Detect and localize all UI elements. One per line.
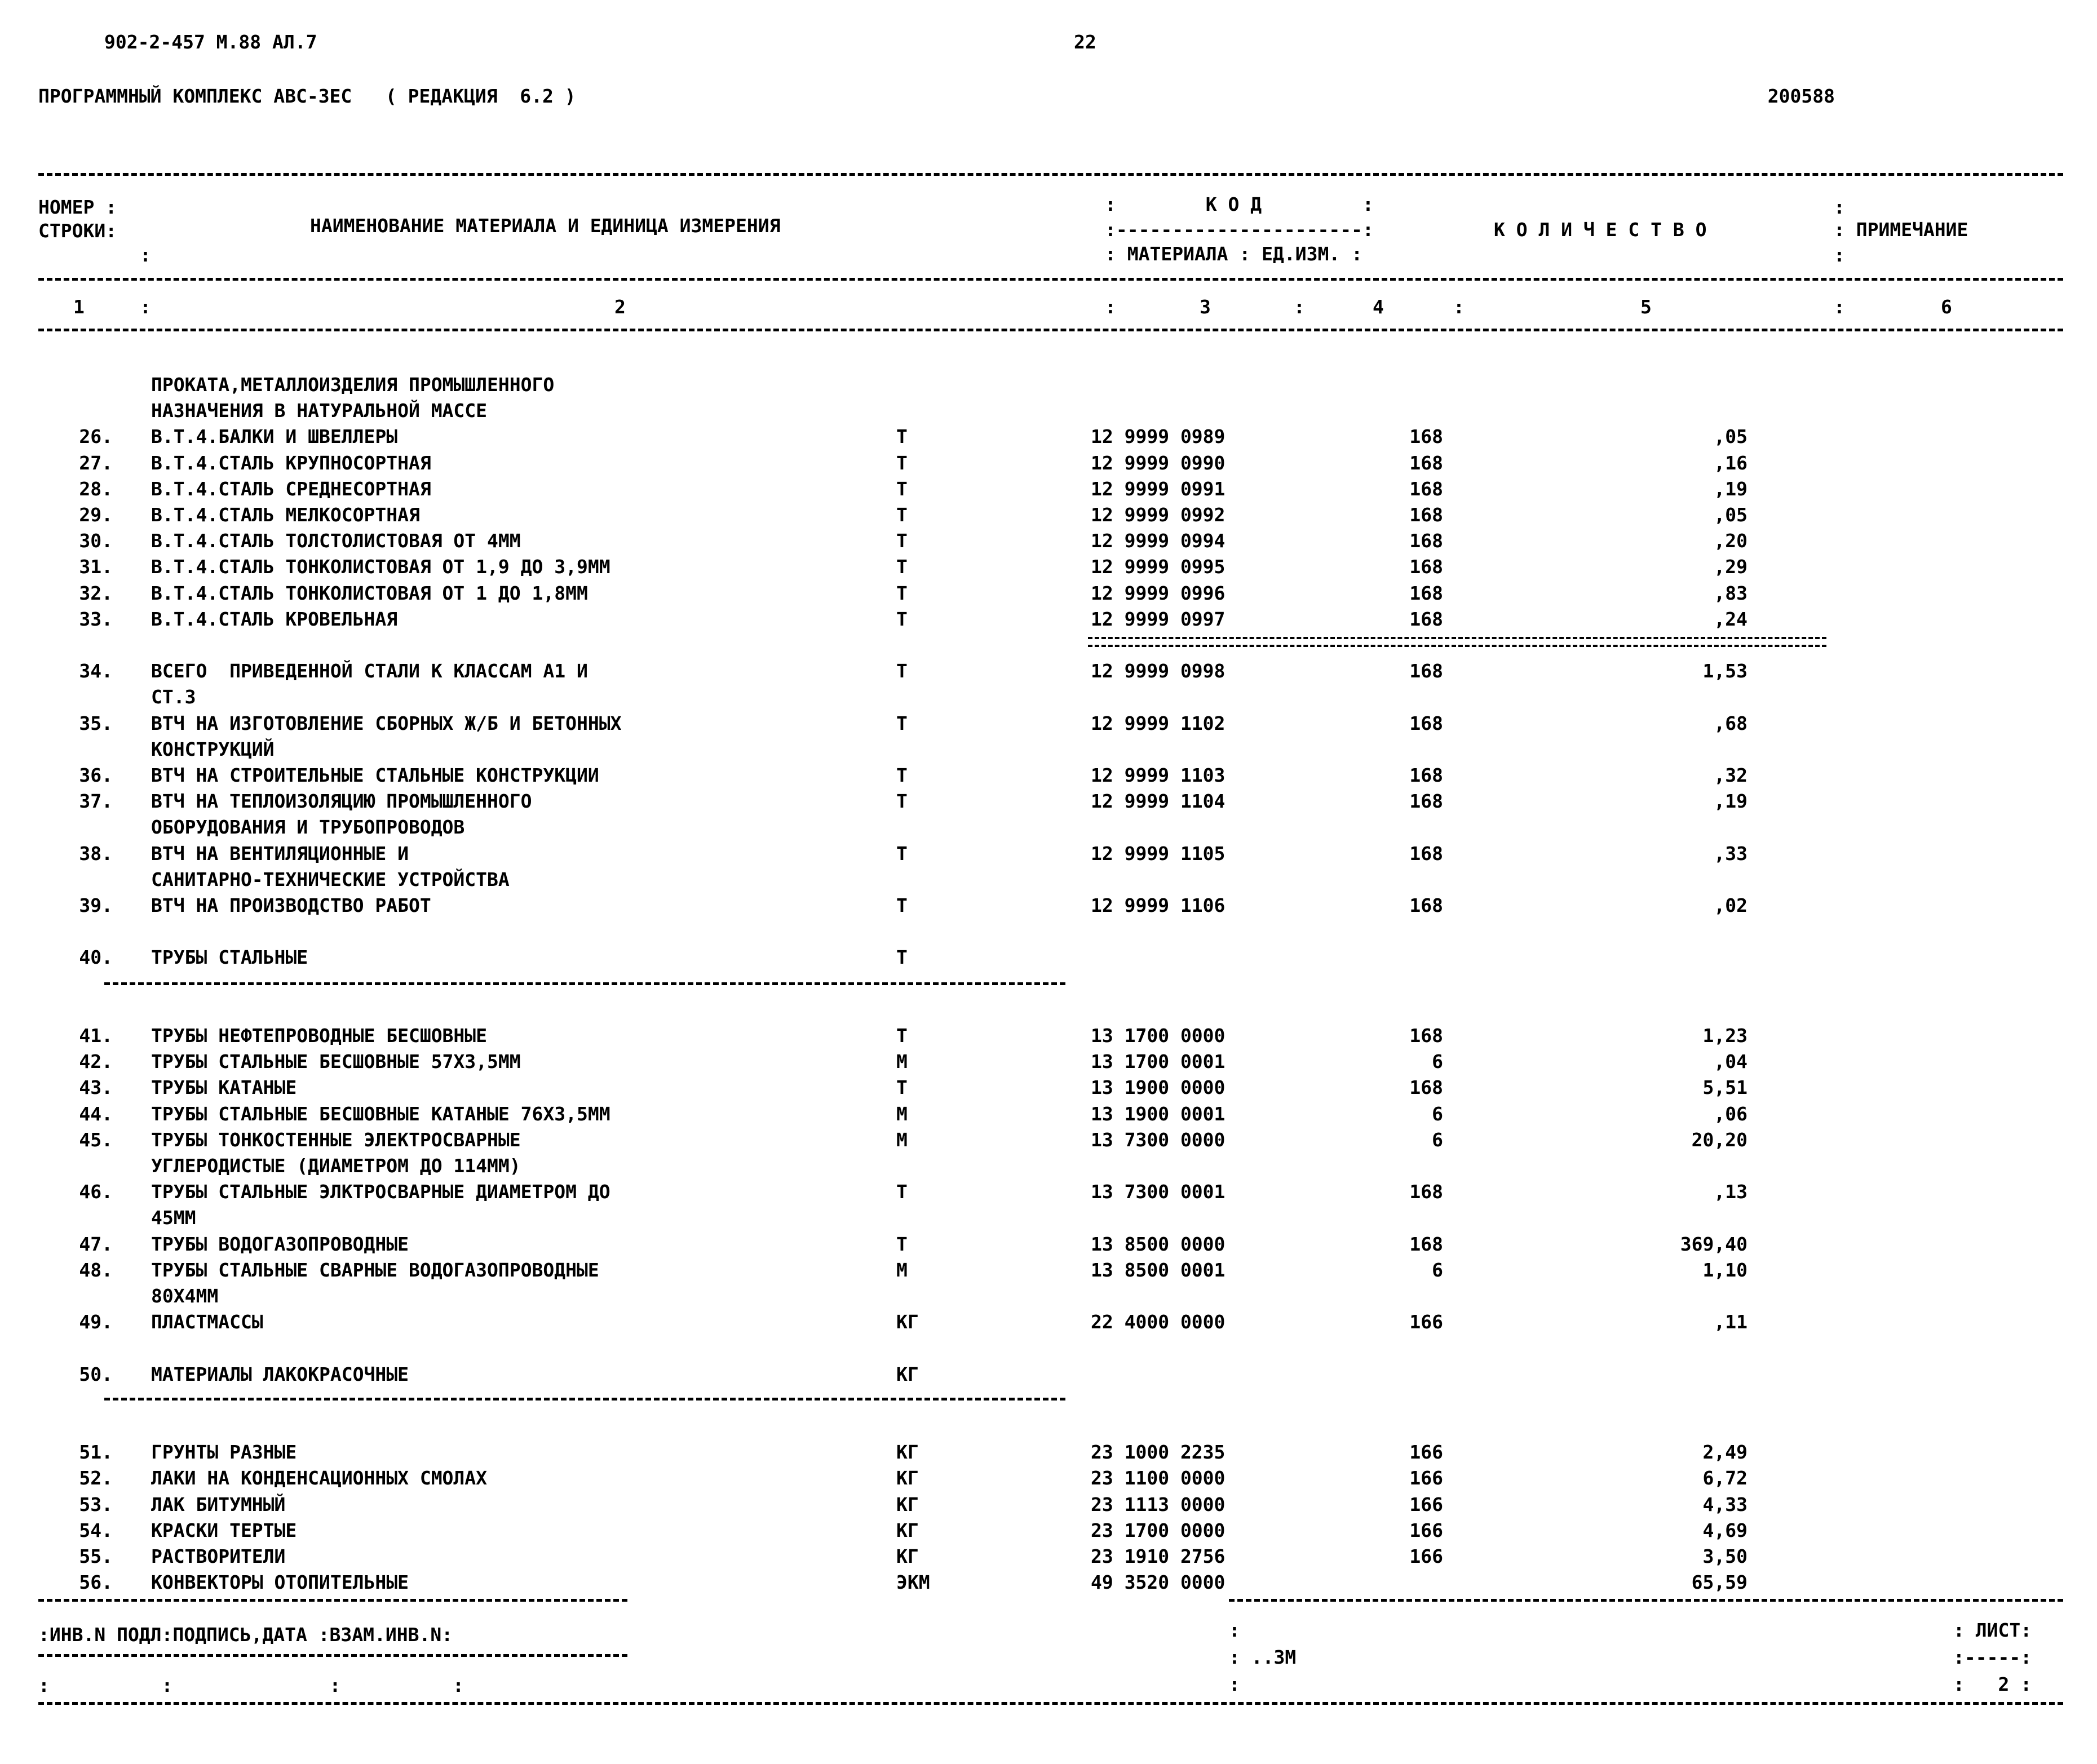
unit-code: 166 bbox=[1409, 1545, 1443, 1567]
column-sep-5: : bbox=[1834, 296, 1845, 318]
material-code: 13 8500 0001 bbox=[1091, 1258, 1226, 1281]
row-number: 46. bbox=[79, 1181, 113, 1203]
sheet-number: : 2 : bbox=[1953, 1673, 2032, 1695]
row-number: 27. bbox=[79, 451, 113, 474]
unit-code: 6 bbox=[1432, 1128, 1443, 1151]
material-code: 13 1900 0000 bbox=[1091, 1076, 1226, 1099]
unit-of-measure: КГ bbox=[896, 1519, 919, 1541]
material-name: ПРОКАТА,МЕТАЛЛОИЗДЕЛИЯ ПРОМЫШЛЕННОГО bbox=[151, 374, 555, 396]
column-number-6: 6 bbox=[1941, 296, 1952, 318]
material-code: 12 9999 0998 bbox=[1091, 660, 1226, 682]
row-number: 41. bbox=[79, 1025, 113, 1047]
material-code: 13 8500 0000 bbox=[1091, 1233, 1226, 1255]
row-number: 55. bbox=[79, 1545, 113, 1567]
unit-of-measure: Т bbox=[896, 790, 908, 813]
header-code-group-rule: :----------------------: bbox=[1105, 219, 1374, 241]
column-number-2: 2 bbox=[614, 296, 626, 318]
material-name: ГРУНТЫ РАЗНЫЕ bbox=[151, 1441, 297, 1464]
unit-code: 168 bbox=[1409, 1076, 1443, 1099]
material-code: 12 9999 1104 bbox=[1091, 790, 1226, 813]
unit-code: 6 bbox=[1432, 1051, 1443, 1073]
material-code: 12 9999 0992 bbox=[1091, 504, 1226, 526]
unit-of-measure: М bbox=[896, 1102, 908, 1125]
quantity: ,11 bbox=[1714, 1311, 1748, 1333]
header-mid-rule bbox=[38, 278, 2063, 281]
material-name: ТРУБЫ СТАЛЬНЫЕ bbox=[151, 946, 308, 969]
unit-of-measure: Т bbox=[896, 1233, 908, 1255]
row-number: 40. bbox=[79, 946, 113, 969]
document-code: 902-2-457 М.88 АЛ.7 bbox=[104, 31, 317, 53]
material-name: НАЗНАЧЕНИЯ В НАТУРАЛЬНОЙ МАССЕ bbox=[151, 400, 488, 422]
header-row-number-l1: НОМЕР : bbox=[38, 196, 117, 218]
material-code: 12 9999 1105 bbox=[1091, 842, 1226, 865]
quantity: ,16 bbox=[1714, 451, 1748, 474]
material-name: ВТЧ НА ИЗГОТОВЛЕНИЕ СБОРНЫХ Ж/Б И БЕТОННЫХ bbox=[151, 712, 622, 734]
quantity: 1,23 bbox=[1702, 1025, 1748, 1047]
material-code: 12 9999 0991 bbox=[1091, 477, 1226, 500]
unit-code: 168 bbox=[1409, 712, 1443, 734]
material-name: ТРУБЫ КАТАНЫЕ bbox=[151, 1076, 297, 1099]
unit-of-measure: КГ bbox=[896, 1311, 919, 1333]
material-name: ЛАК БИТУМНЫЙ bbox=[151, 1493, 286, 1515]
unit-of-measure: Т bbox=[896, 608, 908, 630]
sheet-separator: :-----: bbox=[1953, 1646, 2032, 1668]
quantity: 6,72 bbox=[1702, 1467, 1748, 1490]
material-name: ЛАКИ НА КОНДЕНСАЦИОННЫХ СМОЛАХ bbox=[151, 1467, 488, 1490]
unit-code: 168 bbox=[1409, 530, 1443, 552]
material-code: 12 9999 1103 bbox=[1091, 764, 1226, 786]
unit-of-measure: Т bbox=[896, 1076, 908, 1099]
material-code: 13 7300 0001 bbox=[1091, 1181, 1226, 1203]
material-name: ВТЧ НА ТЕПЛОИЗОЛЯЦИЮ ПРОМЫШЛЕННОГО bbox=[151, 790, 532, 813]
unit-code: 6 bbox=[1432, 1102, 1443, 1125]
material-code: 13 1700 0000 bbox=[1091, 1025, 1226, 1047]
material-code: 23 1100 0000 bbox=[1091, 1467, 1226, 1490]
row-number: 51. bbox=[79, 1441, 113, 1464]
quantity: 3,50 bbox=[1702, 1545, 1748, 1567]
unit-of-measure: Т bbox=[896, 1025, 908, 1047]
material-code: 49 3520 0000 bbox=[1091, 1571, 1226, 1594]
quantity: ,04 bbox=[1714, 1051, 1748, 1073]
row-number: 39. bbox=[79, 894, 113, 916]
unit-of-measure: Т bbox=[896, 477, 908, 500]
column-sep-4: : bbox=[1453, 296, 1465, 318]
header-notes: : ПРИМЕЧАНИЕ bbox=[1834, 219, 1968, 241]
unit-of-measure: КГ bbox=[896, 1467, 919, 1490]
unit-code: 168 bbox=[1409, 1025, 1443, 1047]
material-name: ТРУБЫ СТАЛЬНЫЕ ЭЛКТРОСВАРНЫЕ ДИАМЕТРОМ ДО bbox=[151, 1181, 610, 1203]
quantity: 20,20 bbox=[1691, 1128, 1748, 1151]
header-bottom-rule bbox=[38, 329, 2063, 331]
material-name: В.Т.4.СТАЛЬ ТОНКОЛИСТОВАЯ ОТ 1 ДО 1,8ММ bbox=[151, 582, 588, 604]
quantity: 1,10 bbox=[1702, 1258, 1748, 1281]
quantity: ,02 bbox=[1714, 894, 1748, 916]
material-name: В.Т.4.СТАЛЬ ТОНКОЛИСТОВАЯ ОТ 1,9 ДО 3,9ММ bbox=[151, 556, 610, 578]
unit-of-measure: КГ bbox=[896, 1441, 919, 1464]
unit-of-measure: М bbox=[896, 1258, 908, 1281]
unit-of-measure: Т bbox=[896, 582, 908, 604]
material-code: 12 9999 0995 bbox=[1091, 556, 1226, 578]
unit-code: 168 bbox=[1409, 582, 1443, 604]
title-block-top-rule bbox=[1229, 1599, 2063, 1602]
material-code: 12 9999 1102 bbox=[1091, 712, 1226, 734]
unit-of-measure: КГ bbox=[896, 1545, 919, 1567]
row-number: 28. bbox=[79, 477, 113, 500]
sheet-label: : ЛИСТ: bbox=[1953, 1619, 2032, 1641]
row-number: 33. bbox=[79, 608, 113, 630]
material-code: 12 9999 0996 bbox=[1091, 582, 1226, 604]
quantity: ,20 bbox=[1714, 530, 1748, 552]
row-number: 31. bbox=[79, 556, 113, 578]
material-code: 13 1700 0001 bbox=[1091, 1051, 1226, 1073]
unit-code: 168 bbox=[1409, 1233, 1443, 1255]
quantity: ,33 bbox=[1714, 842, 1748, 865]
print-date: 200588 bbox=[1767, 85, 1835, 107]
unit-code: 168 bbox=[1409, 426, 1443, 448]
quantity: ,24 bbox=[1714, 608, 1748, 630]
subtotal-rule bbox=[1088, 637, 1826, 647]
quantity: ,05 bbox=[1714, 504, 1748, 526]
material-code: 23 1910 2756 bbox=[1091, 1545, 1226, 1567]
quantity: 4,69 bbox=[1702, 1519, 1748, 1541]
quantity: ,06 bbox=[1714, 1102, 1748, 1125]
quantity: 4,33 bbox=[1702, 1493, 1748, 1515]
quantity: ,13 bbox=[1714, 1181, 1748, 1203]
quantity: 2,49 bbox=[1702, 1441, 1748, 1464]
quantity: ,68 bbox=[1714, 712, 1748, 734]
unit-of-measure: Т bbox=[896, 1181, 908, 1203]
material-code: 12 9999 0997 bbox=[1091, 608, 1226, 630]
unit-of-measure: М bbox=[896, 1051, 908, 1073]
row-number: 38. bbox=[79, 842, 113, 865]
material-name: ВТЧ НА ПРОИЗВОДСТВО РАБОТ bbox=[151, 894, 431, 916]
material-code: 12 9999 0989 bbox=[1091, 426, 1226, 448]
material-name: КРАСКИ ТЕРТЫЕ bbox=[151, 1519, 297, 1541]
material-name: УГЛЕРОДИСТЫЕ (ДИАМЕТРОМ ДО 114ММ) bbox=[151, 1155, 521, 1177]
material-name: ТРУБЫ СТАЛЬНЫЕ СВАРНЫЕ ВОДОГАЗОПРОВОДНЫЕ bbox=[151, 1258, 599, 1281]
title-block-sep-3: : bbox=[1229, 1673, 1240, 1695]
unit-code: 168 bbox=[1409, 451, 1443, 474]
material-code: 13 1900 0001 bbox=[1091, 1102, 1226, 1125]
quantity: ,19 bbox=[1714, 790, 1748, 813]
material-name: ОБОРУДОВАНИЯ И ТРУБОПРОВОДОВ bbox=[151, 816, 465, 839]
quantity: ,29 bbox=[1714, 556, 1748, 578]
column-sep-1: : bbox=[140, 296, 151, 318]
section-rule-pipes bbox=[104, 982, 1065, 985]
stamp-labels: :ИНВ.N ПОДЛ:ПОДПИСЬ,ДАТА :ВЗАМ.ИНВ.N: bbox=[38, 1624, 453, 1646]
material-name: 45ММ bbox=[151, 1207, 196, 1229]
unit-of-measure: ЭКМ bbox=[896, 1571, 930, 1594]
unit-code: 168 bbox=[1409, 790, 1443, 813]
header-material-name: НАИМЕНОВАНИЕ МАТЕРИАЛА И ЕДИНИЦА ИЗМЕРЕНИЯ bbox=[310, 215, 781, 237]
quantity: 5,51 bbox=[1702, 1076, 1748, 1099]
unit-code: 168 bbox=[1409, 894, 1443, 916]
quantity: ,32 bbox=[1714, 764, 1748, 786]
row-number: 53. bbox=[79, 1493, 113, 1515]
unit-code: 168 bbox=[1409, 1181, 1443, 1203]
quantity: 369,40 bbox=[1680, 1233, 1748, 1255]
unit-code: 168 bbox=[1409, 477, 1443, 500]
column-sep-2: : bbox=[1105, 296, 1116, 318]
header-top-rule bbox=[38, 173, 2063, 176]
material-name: В.Т.4.СТАЛЬ МЕЛКОСОРТНАЯ bbox=[151, 504, 420, 526]
stamp-mid-rule bbox=[38, 1654, 627, 1657]
row-number: 35. bbox=[79, 712, 113, 734]
page-bottom-rule bbox=[38, 1702, 2063, 1705]
unit-of-measure: Т bbox=[896, 712, 908, 734]
material-code: 13 7300 0000 bbox=[1091, 1128, 1226, 1151]
row-number: 29. bbox=[79, 504, 113, 526]
header-row-number-l2: СТРОКИ: bbox=[38, 220, 117, 242]
unit-code: 168 bbox=[1409, 764, 1443, 786]
unit-of-measure: Т bbox=[896, 946, 908, 969]
row-number: 50. bbox=[79, 1363, 113, 1385]
column-number-3: 3 bbox=[1200, 296, 1211, 318]
row-number: 30. bbox=[79, 530, 113, 552]
unit-code: 168 bbox=[1409, 842, 1443, 865]
material-name: ВТЧ НА ВЕНТИЛЯЦИОННЫЕ И bbox=[151, 842, 409, 865]
column-number-1: 1 bbox=[73, 296, 85, 318]
row-number: 34. bbox=[79, 660, 113, 682]
quantity: 65,59 bbox=[1691, 1571, 1748, 1594]
row-number: 37. bbox=[79, 790, 113, 813]
material-name: КОНСТРУКЦИЙ bbox=[151, 738, 275, 760]
material-name: ТРУБЫ НЕФТЕПРОВОДНЫЕ БЕСШОВНЫЕ bbox=[151, 1025, 488, 1047]
row-number: 47. bbox=[79, 1233, 113, 1255]
row-number: 56. bbox=[79, 1571, 113, 1594]
material-name: В.Т.4.СТАЛЬ СРЕДНЕСОРТНАЯ bbox=[151, 477, 431, 500]
header-notes-l3: : bbox=[1834, 244, 1845, 266]
row-number: 26. bbox=[79, 426, 113, 448]
quantity: ,19 bbox=[1714, 477, 1748, 500]
material-name: ТРУБЫ ВОДОГАЗОПРОВОДНЫЕ bbox=[151, 1233, 409, 1255]
header-quantity: К О Л И Ч Е С Т В О bbox=[1494, 219, 1707, 241]
page-number: 22 bbox=[1074, 31, 1096, 53]
unit-of-measure: КГ bbox=[896, 1363, 919, 1385]
stamp-top-rule bbox=[38, 1599, 627, 1602]
unit-code: 168 bbox=[1409, 504, 1443, 526]
row-number: 43. bbox=[79, 1076, 113, 1099]
material-name: 80Х4ММ bbox=[151, 1285, 219, 1307]
section-rule-paints bbox=[104, 1398, 1065, 1400]
unit-of-measure: Т bbox=[896, 504, 908, 526]
header-code-group-title: : К О Д : bbox=[1105, 193, 1374, 215]
row-number: 36. bbox=[79, 764, 113, 786]
row-number: 49. bbox=[79, 1311, 113, 1333]
unit-of-measure: Т bbox=[896, 660, 908, 682]
material-code: 12 9999 0990 bbox=[1091, 451, 1226, 474]
material-name: ТРУБЫ СТАЛЬНЫЕ БЕСШОВНЫЕ КАТАНЫЕ 76Х3,5ММ bbox=[151, 1102, 610, 1125]
material-name: САНИТАРНО-ТЕХНИЧЕСКИЕ УСТРОЙСТВА bbox=[151, 868, 510, 890]
material-name: ТРУБЫ ТОНКОСТЕННЫЕ ЭЛЕКТРОСВАРНЫЕ bbox=[151, 1128, 521, 1151]
row-number: 54. bbox=[79, 1519, 113, 1541]
unit-of-measure: Т bbox=[896, 894, 908, 916]
unit-code: 166 bbox=[1409, 1311, 1443, 1333]
unit-code: 166 bbox=[1409, 1467, 1443, 1490]
material-code: 23 1113 0000 bbox=[1091, 1493, 1226, 1515]
material-name: ВСЕГО ПРИВЕДЕННОЙ СТАЛИ К КЛАССАМ А1 И bbox=[151, 660, 588, 682]
material-name: СТ.3 bbox=[151, 686, 196, 708]
unit-of-measure: Т bbox=[896, 842, 908, 865]
unit-of-measure: Т bbox=[896, 530, 908, 552]
header-row-number-l3: : bbox=[140, 244, 151, 266]
material-name: ТРУБЫ СТАЛЬНЫЕ БЕСШОВНЫЕ 57Х3,5ММ bbox=[151, 1051, 521, 1073]
stamp-blank-cells: : : : : bbox=[38, 1674, 464, 1696]
material-code: 12 9999 1106 bbox=[1091, 894, 1226, 916]
column-number-5: 5 bbox=[1640, 296, 1652, 318]
unit-of-measure: Т bbox=[896, 556, 908, 578]
material-name: ПЛАСТМАССЫ bbox=[151, 1311, 263, 1333]
material-name: РАСТВОРИТЕЛИ bbox=[151, 1545, 286, 1567]
material-code: 23 1700 0000 bbox=[1091, 1519, 1226, 1541]
unit-of-measure: М bbox=[896, 1128, 908, 1151]
unit-code: 168 bbox=[1409, 608, 1443, 630]
unit-of-measure: Т bbox=[896, 764, 908, 786]
quantity: 1,53 bbox=[1702, 660, 1748, 682]
material-code: 23 1000 2235 bbox=[1091, 1441, 1226, 1464]
title-block-sep-1: : bbox=[1229, 1619, 1240, 1641]
row-number: 42. bbox=[79, 1051, 113, 1073]
unit-of-measure: Т bbox=[896, 451, 908, 474]
program-title: ПРОГРАММНЫЙ КОМПЛЕКС АВС-ЗЕС ( РЕДАКЦИЯ 6.2 ) bbox=[38, 85, 576, 107]
row-number: 48. bbox=[79, 1258, 113, 1281]
unit-code: 168 bbox=[1409, 660, 1443, 682]
unit-code: 166 bbox=[1409, 1519, 1443, 1541]
unit-of-measure: КГ bbox=[896, 1493, 919, 1515]
material-name: В.Т.4.СТАЛЬ КРОВЕЛЬНАЯ bbox=[151, 608, 398, 630]
material-code: 22 4000 0000 bbox=[1091, 1311, 1226, 1333]
unit-code: 166 bbox=[1409, 1441, 1443, 1464]
title-block-mark: : ..ЗМ bbox=[1229, 1646, 1297, 1668]
unit-code: 6 bbox=[1432, 1258, 1443, 1281]
material-name: КОНВЕКТОРЫ ОТОПИТЕЛЬНЫЕ bbox=[151, 1571, 409, 1594]
material-name: В.Т.4.СТАЛЬ КРУПНОСОРТНАЯ bbox=[151, 451, 431, 474]
unit-code: 168 bbox=[1409, 556, 1443, 578]
material-code: 12 9999 0994 bbox=[1091, 530, 1226, 552]
material-name: В.Т.4.БАЛКИ И ШВЕЛЛЕРЫ bbox=[151, 426, 398, 448]
material-name: МАТЕРИАЛЫ ЛАКОКРАСОЧНЫЕ bbox=[151, 1363, 409, 1385]
row-number: 52. bbox=[79, 1467, 113, 1490]
unit-of-measure: Т bbox=[896, 426, 908, 448]
material-name: ВТЧ НА СТРОИТЕЛЬНЫЕ СТАЛЬНЫЕ КОНСТРУКЦИИ bbox=[151, 764, 599, 786]
row-number: 32. bbox=[79, 582, 113, 604]
column-sep-3: : bbox=[1294, 296, 1305, 318]
quantity: ,05 bbox=[1714, 426, 1748, 448]
row-number: 44. bbox=[79, 1102, 113, 1125]
header-code-subcolumns: : МАТЕРИАЛА : ЕД.ИЗМ. : bbox=[1105, 243, 1362, 265]
material-name: В.Т.4.СТАЛЬ ТОЛСТОЛИСТОВАЯ ОТ 4ММ bbox=[151, 530, 521, 552]
column-number-4: 4 bbox=[1373, 296, 1384, 318]
row-number: 45. bbox=[79, 1128, 113, 1151]
header-notes-l1: : bbox=[1834, 196, 1845, 218]
unit-code: 166 bbox=[1409, 1493, 1443, 1515]
quantity: ,83 bbox=[1714, 582, 1748, 604]
